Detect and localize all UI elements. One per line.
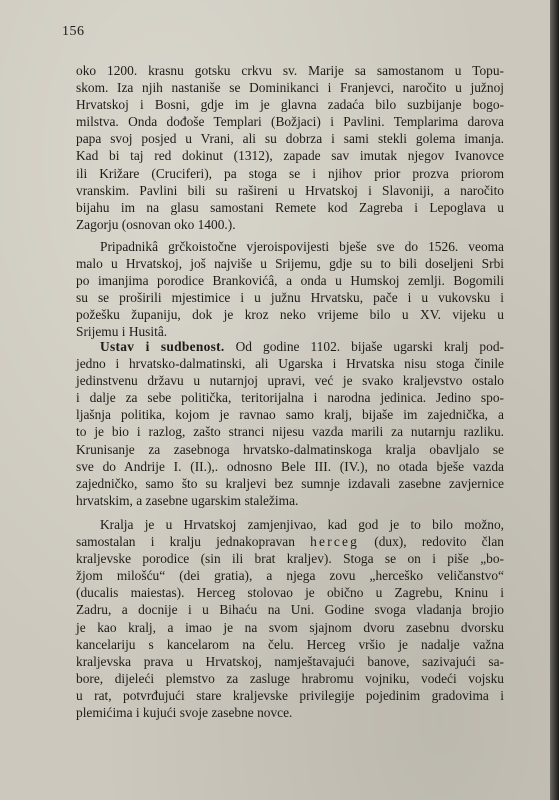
text-line: su se proširili mjestimice i u južnu Hrvatsku, pače i u vukovsku i xyxy=(76,290,504,306)
text-run: (dux), redovito član xyxy=(359,534,504,550)
text-line: ljašnja politika, kojom je ravnao samo kralj, bijaše im zajednička, a xyxy=(76,407,504,423)
text-line: sve do Andrije I. (II.),. odnosno Bele III. (IV.), no otada bješe vazda xyxy=(76,458,504,474)
text-line: skom. Iza njih nastaniše se Dominikanci i Franjevci, naročito u južnoj xyxy=(76,80,504,96)
text-line: požešku županiju, dok je kroz neko vrijeme bilo u XV. vijeku u xyxy=(76,307,504,323)
text-run: Od godine 1102. bijaše ugarski kralj pod- xyxy=(224,339,504,354)
text-line: Pripadnikâ grčkoistočne vjeroispovijesti bješe sve do 1526. veoma xyxy=(100,239,504,254)
page-number: 156 xyxy=(62,24,85,39)
text-run: samostalan i kralju jednakopravan xyxy=(76,534,311,550)
text-line: Zadru, a docnije i u Bihaću na Uni. Godine svoga vladanja brojio xyxy=(76,602,504,618)
text-line: kancelariju s kancelarom na čelu. Herceg vršio je nadalje važna xyxy=(76,636,504,652)
text-line: to je bio i razlog, zašto stranci nijesu vazda marili za nutarnju razliku. xyxy=(76,424,504,440)
text-line: kraljevske porodice (sin ili brat kraljev). Stoga se on i piše „bo- xyxy=(76,551,504,567)
text-line xyxy=(76,533,504,550)
paragraph-herceg xyxy=(76,516,504,721)
text-line: bijahu im na glasu samostani Remete kod Zagreba i Lepoglava u xyxy=(76,199,504,215)
book-edge-shadow xyxy=(550,0,559,800)
text-line: jedno i hrvatsko-dalmatinski, ali Ugarska i Hrvatska nisu stoga činile xyxy=(76,356,504,372)
text-line: u rat, potvrđujući stare kraljevske privilegije pojedinim gradovima i xyxy=(76,687,504,703)
text-line: (ducalis maiestas). Herceg stolovao je obično u Zagrebu, Kninu i xyxy=(76,585,504,601)
text-line: oko 1200. krasnu gotsku crkvu sv. Marije sa samostanom u Topu- xyxy=(76,63,504,78)
text-line: Zagorju (osnovan oko 1400.). xyxy=(76,216,236,232)
emphasized-word: herceg xyxy=(310,534,360,550)
text-line: jedinstvenu državu u nutarnjoj upravi, već je svako kraljevstvo ostalo xyxy=(76,373,504,389)
text-line: žjom milošću“ (dei gratia), a njega zovu „herceško veličanstvo“ xyxy=(76,568,504,584)
text-line: milstva. Onda dođoše Templari (Božjaci) i Pavlini. Templarima darova xyxy=(76,114,504,130)
text-line: papa svoj posjed u Vrani, ali su dobrza i sami stekli golema imanja. xyxy=(76,131,504,147)
text-line: Hrvatskoj i Bosni, gdje im je glavna zadaća bilo suzbijanje bogo- xyxy=(76,97,504,113)
paragraph-orthodox-faith xyxy=(76,238,504,341)
text-line: ili Križare (Cruciferi), pa stoga se i njihov prior prozva priorom xyxy=(76,165,504,181)
text-line: zajedničko, samo što su kraljevi bez sumnje izdavali zasebne zavjernice xyxy=(76,475,504,491)
text-line: Kralja je u Hrvatskoj zamjenjivao, kad god je to bilo možno, xyxy=(100,517,504,532)
text-line: Krunisanje za zasebnoga hrvatsko-dalmatinskoga kralja obavljalo se xyxy=(76,441,504,457)
text-line: bore, dijeleći plemstvo za zasluge hrabromu vojniku, vodeći vojsku xyxy=(76,670,504,686)
text-line: plemićima i kujući svoje zasebne novce. xyxy=(76,705,293,721)
text-line: kraljevska prava u Hrvatskoj, namještavajući banove, sazivajući sa- xyxy=(76,653,504,669)
text-line: hrvatskim, a zasebne ugarskim staležima. xyxy=(76,492,299,508)
text-line: je kao kralj, a imao je na svom sjajnom dvoru zasebnu dvorsku xyxy=(76,619,504,635)
section-heading: Ustav i sudbenost. xyxy=(100,339,225,354)
text-line: po imanjima porodice Brankovićâ, a onda u Humskoj zemlji. Bogomili xyxy=(76,273,504,289)
paragraph-religious-orders xyxy=(76,62,504,233)
text-line: Kad bi taj red dokinut (1312), zapade sav imutak njegov Ivanovce xyxy=(76,148,504,164)
text-line xyxy=(76,338,504,355)
paragraph-constitution xyxy=(76,338,504,509)
text-line: vranskim. Pavlini bili su rašireni u Hrvatskoj i Slavoniji, a naročito xyxy=(76,182,504,198)
text-line: i dalje za sebe politička, teritorijalna i narodna jedinica. Jedino spo- xyxy=(76,390,504,406)
text-line: Srijemu i Husitâ. xyxy=(76,324,168,340)
text-line: malo u Hrvatskoj, još najviše u Srijemu, gdje su to bili doseljeni Srbi xyxy=(76,256,504,272)
